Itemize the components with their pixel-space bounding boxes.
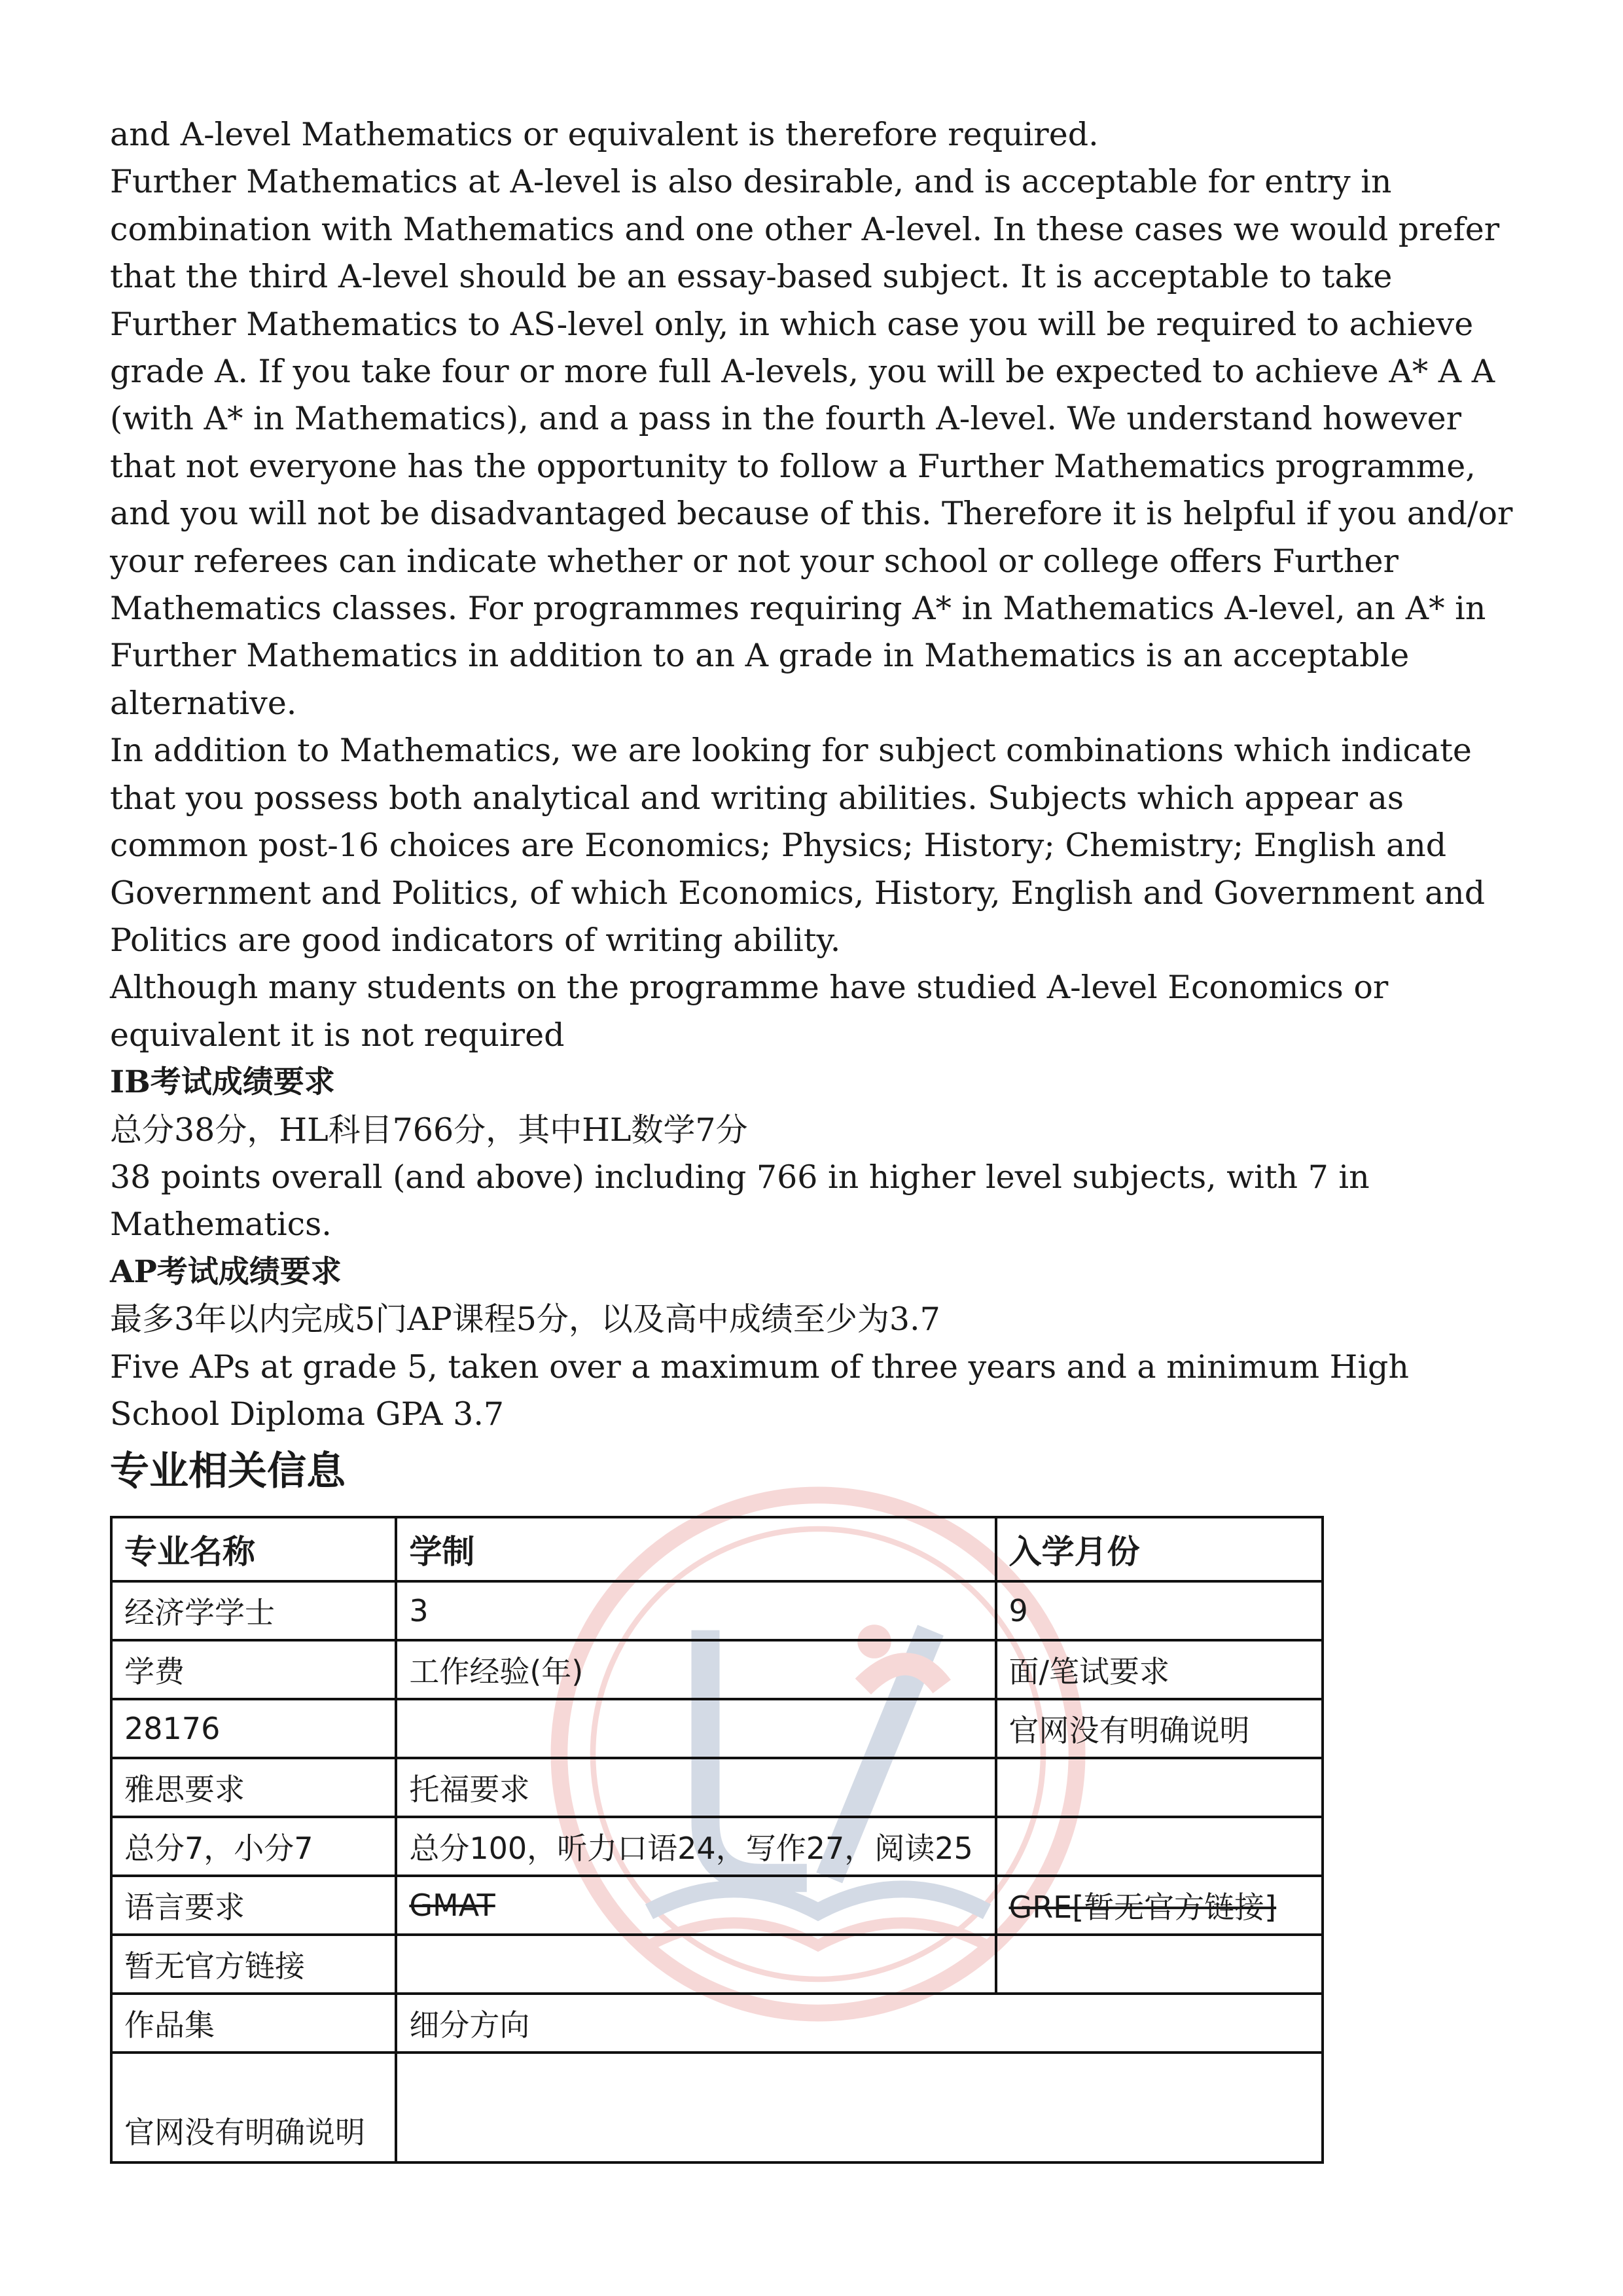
table-row: [111, 1581, 1323, 1640]
table-row: [111, 1994, 1323, 2053]
table-cell: 经济学学士: [111, 1581, 396, 1640]
paragraph: Although many students on the programme have studied A-level Economics or equivalent it is not required: [110, 969, 1389, 1054]
table-row: [111, 2053, 1323, 2162]
ib-heading: IB考试成绩要求: [110, 1064, 335, 1101]
ib-cn: 总分38分，HL科目766分，其中HL数学7分: [110, 1111, 748, 1149]
table-cell: 总分7，小分7: [111, 1817, 396, 1876]
gmat-cell: GMAT: [396, 1876, 995, 1935]
table-cell: [396, 1699, 995, 1758]
table-cell: 总分100，听力口语24，写作27，阅读25: [396, 1817, 995, 1876]
table-cell: 雅思要求: [111, 1758, 396, 1817]
table-cell: 28176: [111, 1699, 396, 1758]
table-row: [111, 1817, 1323, 1876]
table-cell: 语言要求: [111, 1876, 396, 1935]
table-cell: 暂无官方链接: [111, 1935, 396, 1994]
gre-cell: GRE[暂无官方链接]: [996, 1876, 1323, 1935]
table-row: [111, 1758, 1323, 1817]
table-cell: 面/笔试要求: [996, 1640, 1323, 1699]
ap-heading: AP考试成绩要求: [110, 1253, 342, 1290]
table-cell: 细分方向: [396, 1994, 1323, 2053]
table-cell: [396, 1935, 995, 1994]
table-row: [111, 1640, 1323, 1699]
table-header-row: [111, 1517, 1323, 1581]
table-cell: 专业名称: [111, 1517, 396, 1581]
table-cell: [996, 1817, 1323, 1876]
table-cell: [396, 2053, 1323, 2162]
table-cell: [996, 1758, 1323, 1817]
table-row: [111, 1876, 1323, 1935]
table-cell: 入学月份: [996, 1517, 1323, 1581]
table-cell: 9: [996, 1581, 1323, 1640]
body-text: [110, 111, 1524, 1438]
table-row: [111, 1935, 1323, 1994]
ib-en: 38 points overall (and above) including 766 in higher level subjects, with 7 in Mathematics.: [110, 1158, 1370, 1244]
program-info-table: [110, 1516, 1324, 2164]
table-cell: 学费: [111, 1640, 396, 1699]
paragraph: In addition to Mathematics, we are looking for subject combinations which indicate that you possess both analytical and writing abilities. Subjects which appear as common post-16 choices are Economics; Physics; History; Chemistry; English and Government and Politics, of which Economics, History, English and Government and Politics are good indicators of writing ability.: [110, 732, 1486, 959]
table-cell: [996, 1935, 1323, 1994]
ap-cn: 最多3年以内完成5门AP课程5分，以及高中成绩至少为3.7: [110, 1300, 940, 1338]
paragraph: Further Mathematics at A-level is also desirable, and is acceptable for entry in combination with Mathematics and one other A-level. In these cases we would prefer that the third A-level should be an essay-based subject. It is acceptable to take Further Mathematics to AS-level only, in which case you will be required to achieve grade A. If you take four or more full A-levels, you will be expected to achieve A* A A (with A* in Mathematics), and a pass in the fourth A-level. We understand however that not everyone has the opportunity to follow a Further Mathematics programme, and you will not be disadvantaged because of this. Therefore it is helpful if you and/or your referees can indicate whether or not your school or college offers Further Mathematics classes. For programmes requiring A* in Mathematics A-level, an A* in Further Mathematics in addition to an A grade in Mathematics is an acceptable alternative.: [110, 163, 1513, 722]
table-row: [111, 1699, 1323, 1758]
table-cell: 官网没有明确说明: [996, 1699, 1323, 1758]
paragraph: and A-level Mathematics or equivalent is therefore required.: [110, 116, 1099, 153]
table-cell: 官网没有明确说明: [111, 2053, 396, 2162]
section-title: 专业相关信息: [110, 1448, 346, 1494]
table-cell: 工作经验(年): [396, 1640, 995, 1699]
table-cell: 学制: [396, 1517, 995, 1581]
table-cell: 作品集: [111, 1994, 396, 2053]
table-cell: 托福要求: [396, 1758, 995, 1817]
ap-en: Five APs at grade 5, taken over a maximum of three years and a minimum High School Diploma GPA 3.7: [110, 1348, 1409, 1433]
table-cell: 3: [396, 1581, 995, 1640]
